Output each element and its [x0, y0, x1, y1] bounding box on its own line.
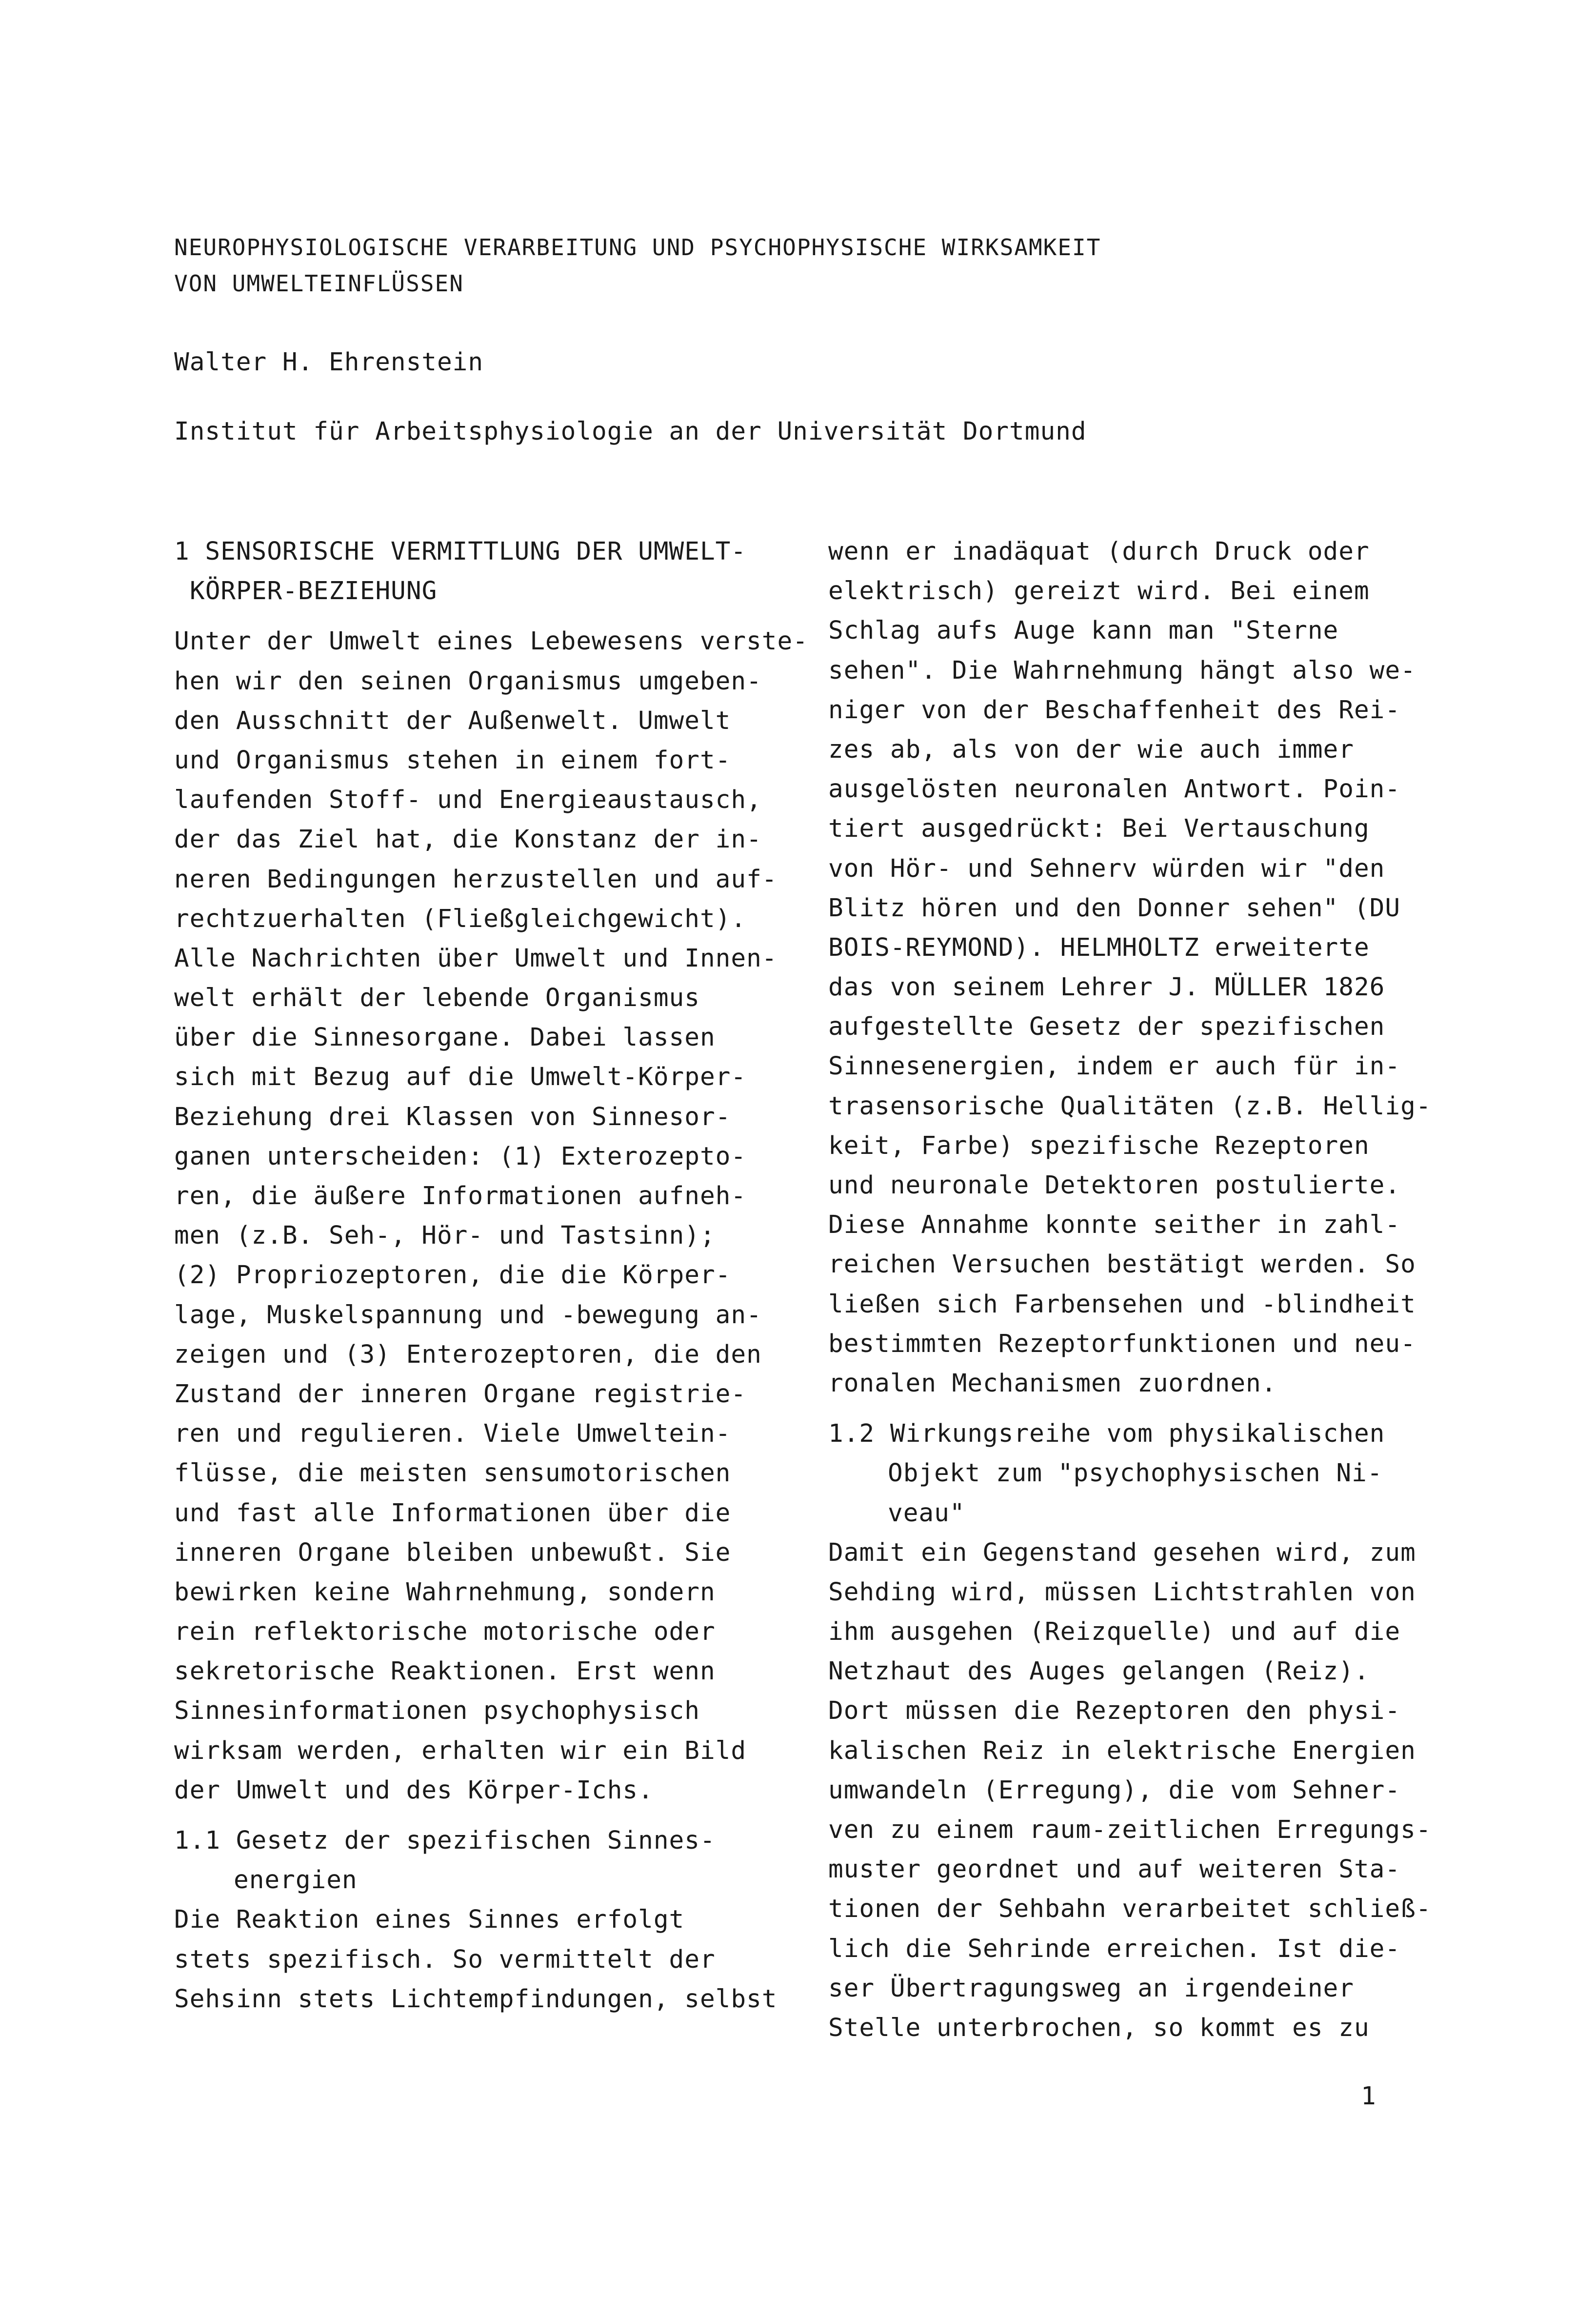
body-text-line: und Organismus stehen in einem fort-: [174, 746, 731, 775]
paragraph-gap: [174, 1810, 818, 1821]
body-text-line: inneren Organe bleiben unbewußt. Sie: [174, 1538, 731, 1567]
author-name: Walter H. Ehrenstein: [174, 348, 484, 377]
body-text-line: Beziehung drei Klassen von Sinnesor-: [174, 1102, 731, 1131]
body-text-line: laufenden Stoff- und Energieaustausch,: [174, 786, 762, 815]
body-text-line: trasensorische Qualitäten (z.B. Hellig-: [828, 1091, 1432, 1121]
subsection-heading-line: veau": [888, 1498, 965, 1528]
body-text-line: aufgestellte Gesetz der spezifischen: [828, 1012, 1385, 1042]
paper-title-line: NEUROPHYSIOLOGISCHE VERARBEITUNG UND PSYCHOPHYSISCHE WIRKSAMKEIT: [174, 234, 1101, 261]
paper-title: [174, 229, 1101, 302]
paragraph-gap: [174, 611, 818, 622]
body-text-line: tiert ausgedrückt: Bei Vertauschung: [828, 814, 1370, 844]
body-text-line: neren Bedingungen herzustellen und auf-: [174, 865, 778, 894]
subsection-heading-line: energien: [234, 1866, 358, 1895]
paper-title-line: VON UMWELTEINFLÜSSEN: [174, 270, 464, 297]
body-text-line: Netzhaut des Auges gelangen (Reiz).: [828, 1657, 1370, 1686]
body-text-line: und fast alle Informationen über die: [174, 1498, 731, 1528]
body-text-line: bestimmten Rezeptorfunktionen und neu-: [828, 1329, 1416, 1358]
body-text-line: über die Sinnesorgane. Dabei lassen: [174, 1023, 716, 1052]
body-text-line: Damit ein Gegenstand gesehen wird, zum: [828, 1538, 1416, 1567]
body-text-line: ren und regulieren. Viele Umweltein-: [174, 1419, 731, 1449]
body-text-line: zeigen und (3) Enterozeptoren, die den: [174, 1340, 762, 1369]
body-text-line: welt erhält der lebende Organismus: [174, 984, 700, 1013]
body-text-line: (2) Propriozeptoren, die die Körper-: [174, 1261, 731, 1290]
body-text-line: elektrisch) gereizt wird. Bei einem: [828, 577, 1370, 606]
body-text-line: von Hör- und Sehnerv würden wir "den: [828, 854, 1385, 883]
body-text-line: kalischen Reiz in elektrische Energien: [828, 1736, 1416, 1765]
subsection-heading-line: 1.2 Wirkungsreihe vom physikalischen: [828, 1419, 1385, 1449]
body-text-line: BOIS-REYMOND). HELMHOLTZ erweiterte: [828, 933, 1370, 962]
body-text-line: das von seinem Lehrer J. MÜLLER 1826: [828, 973, 1385, 1002]
body-text-line: ihm ausgehen (Reizquelle) und auf die: [828, 1617, 1401, 1647]
body-text-line: niger von der Beschaffenheit des Rei-: [828, 695, 1401, 725]
author-affiliation: Institut für Arbeitsphysiologie an der Universität Dortmund: [174, 417, 1087, 446]
body-text-line: ronalen Mechanismen zuordnen.: [828, 1369, 1277, 1398]
body-text-line: wenn er inadäquat (durch Druck oder: [828, 537, 1370, 566]
body-text-line: lich die Sehrinde erreichen. Ist die-: [828, 1934, 1401, 1963]
body-text-line: den Ausschnitt der Außenwelt. Umwelt: [174, 706, 731, 735]
body-text-line: Sehsinn stets Lichtempfindungen, selbst: [174, 1984, 778, 2014]
body-text-line: sehen". Die Wahrnehmung hängt also we-: [828, 656, 1416, 685]
body-text-line: Sinnesinformationen psychophysisch: [174, 1696, 700, 1726]
left-column: [174, 532, 818, 2019]
body-text-line: ven zu einem raum-zeitlichen Erregungs-: [828, 1815, 1432, 1844]
body-text-line: Dort müssen die Rezeptoren den physi-: [828, 1696, 1401, 1726]
body-text-line: keit, Farbe) spezifische Rezeptoren: [828, 1131, 1370, 1160]
body-text-line: der das Ziel hat, die Konstanz der in-: [174, 825, 762, 854]
body-text-line: rechtzuerhalten (Fließgleichgewicht).: [174, 904, 747, 933]
body-text-line: Alle Nachrichten über Umwelt und Innen-: [174, 944, 778, 973]
body-text-line: ließen sich Farbensehen und -blindheit: [828, 1290, 1416, 1319]
body-text-line: Diese Annahme konnte seither in zahl-: [828, 1210, 1401, 1240]
right-column: [828, 532, 1472, 2048]
body-text-line: sekretorische Reaktionen. Erst wenn: [174, 1657, 716, 1686]
body-text-line: sich mit Bezug auf die Umwelt-Körper-: [174, 1063, 747, 1092]
body-text-line: wirksam werden, erhalten wir ein Bild: [174, 1736, 747, 1765]
body-text-line: ganen unterscheiden: (1) Exterozepto-: [174, 1142, 747, 1171]
body-text-line: bewirken keine Wahrnehmung, sondern: [174, 1577, 716, 1607]
body-text-line: Stelle unterbrochen, so kommt es zu: [828, 2013, 1370, 2042]
body-text-line: muster geordnet und auf weiteren Sta-: [828, 1855, 1401, 1884]
body-text-line: Zustand der inneren Organe registrie-: [174, 1379, 747, 1409]
body-text-line: der Umwelt und des Körper-Ichs.: [174, 1775, 654, 1805]
subsection-heading-line: 1.1 Gesetz der spezifischen Sinnes-: [174, 1826, 716, 1855]
body-text-line: reichen Versuchen bestätigt werden. So: [828, 1250, 1416, 1279]
body-text-line: ausgelösten neuronalen Antwort. Poin-: [828, 775, 1401, 804]
body-text-line: Schlag aufs Auge kann man "Sterne: [828, 616, 1339, 645]
body-text-line: und neuronale Detektoren postulierte.: [828, 1171, 1401, 1200]
body-text-line: flüsse, die meisten sensumotorischen: [174, 1459, 731, 1488]
body-text-line: zes ab, als von der wie auch immer: [828, 735, 1354, 764]
body-text-line: Unter der Umwelt eines Lebewesens verste-: [174, 627, 808, 656]
paragraph-gap: [828, 1403, 1472, 1414]
body-text-line: Sehding wird, müssen Lichtstrahlen von: [828, 1577, 1416, 1607]
body-text-line: lage, Muskelspannung und -bewegung an-: [174, 1300, 762, 1330]
section-heading-line: 1 SENSORISCHE VERMITTLUNG DER UMWELT-: [174, 537, 747, 566]
body-text-line: Blitz hören und den Donner sehen" (DU: [828, 893, 1401, 923]
body-text-line: tionen der Sehbahn verarbeitet schließ-: [828, 1895, 1432, 1924]
body-text-line: men (z.B. Seh-, Hör- und Tastsinn);: [174, 1221, 716, 1250]
body-text-line: stets spezifisch. So vermittelt der: [174, 1945, 716, 1974]
body-text-line: Sinnesenergien, indem er auch für in-: [828, 1052, 1401, 1081]
body-text-line: ser Übertragungsweg an irgendeiner: [828, 1974, 1354, 2003]
page-number: 1: [1361, 2082, 1376, 2111]
body-text-line: Die Reaktion eines Sinnes erfolgt: [174, 1905, 685, 1935]
body-text-line: rein reflektorische motorische oder: [174, 1617, 716, 1647]
body-text-line: umwandeln (Erregung), die vom Sehner-: [828, 1775, 1401, 1805]
section-heading-line: KÖRPER-BEZIEHUNG: [190, 577, 438, 606]
subsection-heading-line: Objekt zum "psychophysischen Ni-: [888, 1459, 1383, 1488]
body-text-line: ren, die äußere Informationen aufneh-: [174, 1182, 747, 1210]
body-text-line: hen wir den seinen Organismus umgeben-: [174, 666, 762, 696]
